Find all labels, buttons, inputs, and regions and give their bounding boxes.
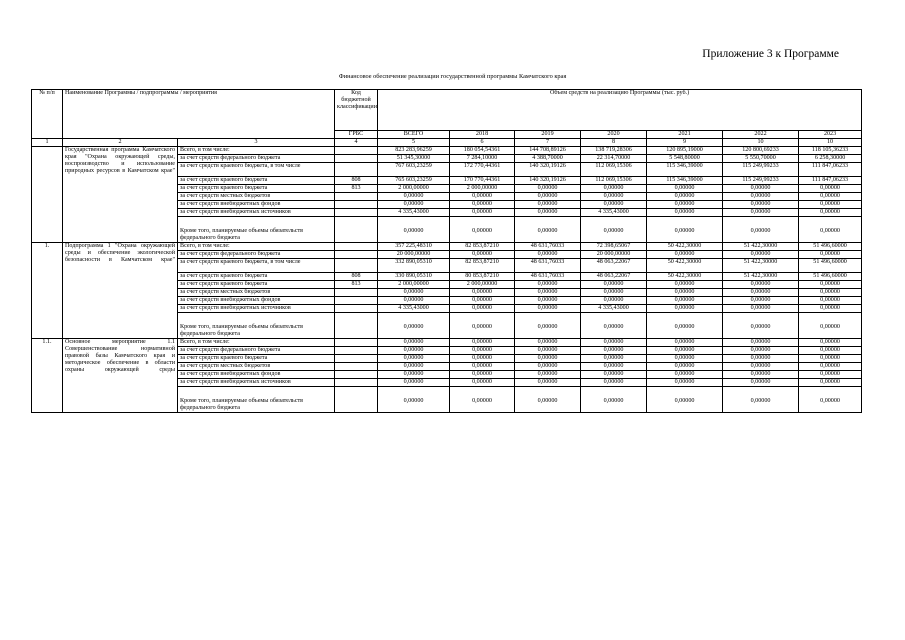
amount-cell: 0,00000 (378, 363, 450, 371)
amount-cell: 0,00000 (647, 347, 723, 355)
funding-source: за счет средств внебюджетных фондов (178, 201, 335, 209)
amount-cell: 0,00000 (450, 339, 515, 347)
amount-cell: 0,00000 (450, 305, 515, 313)
grbs-code (335, 209, 378, 217)
grbs-code (335, 217, 378, 243)
amount-cell: 5 548,80000 (647, 155, 723, 163)
amount-cell: 48 063,22067 (581, 259, 647, 273)
program-name: Государственная программа Камчатского края "Охрана окружающей среды, воспроизводство и использование природных ресурсов в Камчатском крае" (63, 147, 178, 243)
amount-cell: 4 335,43000 (581, 209, 647, 217)
grbs-code (335, 243, 378, 251)
header-volume: Объем средств на реализацию Программы (тыс. руб.) (378, 90, 862, 131)
header-year: 2022 (723, 131, 799, 139)
amount-cell: 0,00000 (515, 305, 581, 313)
amount-cell: 0,00000 (799, 305, 862, 313)
row-number (32, 147, 63, 243)
amount-cell: 0,00000 (515, 363, 581, 371)
amount-cell: 332 890,05310 (378, 259, 450, 273)
amount-cell: 0,00000 (647, 217, 723, 243)
amount-cell: 0,00000 (799, 339, 862, 347)
amount-cell: 0,00000 (723, 185, 799, 193)
header-year: ВСЕГО (378, 131, 450, 139)
amount-cell: 0,00000 (647, 193, 723, 201)
grbs-code (335, 155, 378, 163)
amount-cell: 0,00000 (515, 185, 581, 193)
amount-cell: 0,00000 (378, 379, 450, 387)
grbs-code (335, 201, 378, 209)
grbs-code (335, 289, 378, 297)
grbs-code (335, 313, 378, 339)
amount-cell: 0,00000 (723, 217, 799, 243)
funding-source: Всего, в том числе: (178, 243, 335, 251)
amount-cell: 0,00000 (450, 251, 515, 259)
amount-cell: 0,00000 (799, 313, 862, 339)
amount-cell: 0,00000 (515, 281, 581, 289)
amount-cell: 51 422,30000 (723, 259, 799, 273)
header-year: 2020 (581, 131, 647, 139)
funding-source: Кроме того, планируемые объемы обязательств федерального бюджета (178, 217, 335, 243)
amount-cell: 0,00000 (515, 251, 581, 259)
funding-source: за счет средств внебюджетных фондов (178, 371, 335, 379)
amount-cell: 0,00000 (378, 289, 450, 297)
grbs-code (335, 193, 378, 201)
amount-cell: 0,00000 (515, 371, 581, 379)
amount-cell: 0,00000 (450, 347, 515, 355)
amount-cell: 120 895,19000 (647, 147, 723, 155)
amount-cell: 0,00000 (378, 371, 450, 379)
table-row (32, 243, 862, 251)
index-row (32, 139, 862, 147)
funding-source: за счет средств внебюджетных фондов (178, 297, 335, 305)
index-cell: 7 (515, 139, 581, 147)
amount-cell: 138 719,28306 (581, 147, 647, 155)
amount-cell: 0,00000 (799, 209, 862, 217)
amount-cell: 51 496,60000 (799, 273, 862, 281)
amount-cell: 82 853,87210 (450, 243, 515, 251)
amount-cell: 5 550,70000 (723, 155, 799, 163)
amount-cell: 0,00000 (647, 355, 723, 363)
amount-cell: 0,00000 (647, 297, 723, 305)
amount-cell: 51 496,60000 (799, 259, 862, 273)
amount-cell: 0,00000 (723, 363, 799, 371)
amount-cell: 0,00000 (378, 339, 450, 347)
amount-cell: 115 249,99233 (723, 177, 799, 185)
amount-cell: 0,00000 (378, 387, 450, 413)
amount-cell: 0,00000 (723, 355, 799, 363)
amount-cell: 0,00000 (450, 193, 515, 201)
amount-cell: 0,00000 (723, 281, 799, 289)
amount-cell: 357 225,48310 (378, 243, 450, 251)
amount-cell: 0,00000 (647, 305, 723, 313)
amount-cell: 170 770,44361 (450, 177, 515, 185)
amount-cell: 0,00000 (723, 371, 799, 379)
header-num: № п/п (32, 90, 63, 139)
amount-cell: 0,00000 (515, 379, 581, 387)
amount-cell: 823 283,96259 (378, 147, 450, 155)
amount-cell: 0,00000 (378, 297, 450, 305)
amount-cell: 2 000,00000 (450, 281, 515, 289)
amount-cell: 0,00000 (581, 355, 647, 363)
header-name: Наименование Программы / подпрограммы / мероприятия (63, 90, 335, 139)
amount-cell: 80 853,87210 (450, 273, 515, 281)
amount-cell: 0,00000 (581, 363, 647, 371)
table-row (32, 147, 862, 155)
funding-source: за счет средств краевого бюджета (178, 177, 335, 185)
amount-cell: 0,00000 (515, 289, 581, 297)
amount-cell: 0,00000 (647, 379, 723, 387)
amount-cell: 51 345,30000 (378, 155, 450, 163)
amount-cell: 0,00000 (799, 193, 862, 201)
funding-source: за счет средств краевого бюджета, в том числе (178, 163, 335, 177)
amount-cell: 0,00000 (647, 251, 723, 259)
amount-cell: 0,00000 (723, 251, 799, 259)
header-code: Код бюджетной классификации (335, 90, 378, 131)
funding-source: за счет средств федерального бюджета (178, 155, 335, 163)
amount-cell: 0,00000 (450, 313, 515, 339)
financing-table (31, 89, 862, 413)
amount-cell: 48 631,76033 (515, 243, 581, 251)
program-name: Основное мероприятие 1.1 Совершенствование нормативной правовой базы Камчатского края и методическое обеспечение в области охраны окружающей среды (63, 339, 178, 413)
amount-cell: 0,00000 (647, 363, 723, 371)
amount-cell: 48 631,76033 (515, 259, 581, 273)
amount-cell: 111 847,06233 (799, 163, 862, 177)
amount-cell: 172 770,44361 (450, 163, 515, 177)
amount-cell: 0,00000 (799, 297, 862, 305)
header-year: 2019 (515, 131, 581, 139)
amount-cell: 82 853,87210 (450, 259, 515, 273)
amount-cell: 4 335,43000 (378, 209, 450, 217)
grbs-code (335, 297, 378, 305)
amount-cell: 0,00000 (515, 217, 581, 243)
amount-cell: 0,00000 (581, 339, 647, 347)
amount-cell: 0,00000 (581, 387, 647, 413)
grbs-code (335, 305, 378, 313)
amount-cell: 0,00000 (647, 289, 723, 297)
amount-cell: 4 388,70000 (515, 155, 581, 163)
amount-cell: 0,00000 (723, 387, 799, 413)
funding-source: Кроме того, планируемые объемы обязательств федерального бюджета (178, 387, 335, 413)
amount-cell: 0,00000 (799, 363, 862, 371)
amount-cell: 7 284,10000 (450, 155, 515, 163)
amount-cell: 0,00000 (581, 379, 647, 387)
amount-cell: 0,00000 (378, 217, 450, 243)
amount-cell: 0,00000 (799, 281, 862, 289)
grbs-code: 808 (335, 177, 378, 185)
amount-cell: 4 335,43000 (378, 305, 450, 313)
amount-cell: 4 335,43000 (581, 305, 647, 313)
amount-cell: 330 890,05310 (378, 273, 450, 281)
funding-source: за счет средств местных бюджетов (178, 363, 335, 371)
index-cell: 5 (378, 139, 450, 147)
funding-source: за счет средств внебюджетных источников (178, 305, 335, 313)
funding-source: за счет средств краевого бюджета, в том числе (178, 259, 335, 273)
amount-cell: 0,00000 (723, 379, 799, 387)
grbs-code (335, 355, 378, 363)
amount-cell: 20 000,00000 (378, 251, 450, 259)
amount-cell: 0,00000 (799, 217, 862, 243)
amount-cell: 0,00000 (647, 339, 723, 347)
grbs-code (335, 347, 378, 355)
amount-cell: 20 000,00000 (581, 251, 647, 259)
amount-cell: 144 708,89126 (515, 147, 581, 155)
header-year: 2021 (647, 131, 723, 139)
amount-cell: 50 422,30000 (647, 273, 723, 281)
amount-cell: 0,00000 (378, 347, 450, 355)
funding-source: за счет средств внебюджетных источников (178, 379, 335, 387)
funding-source: Всего, в том числе: (178, 147, 335, 155)
amount-cell: 22 314,70000 (581, 155, 647, 163)
amount-cell: 0,00000 (723, 313, 799, 339)
grbs-code (335, 379, 378, 387)
amount-cell: 115 346,39000 (647, 177, 723, 185)
funding-source: за счет средств внебюджетных источников (178, 209, 335, 217)
header-year: 2023 (799, 131, 862, 139)
amount-cell: 51 496,60000 (799, 243, 862, 251)
grbs-code (335, 259, 378, 273)
amount-cell: 0,00000 (723, 209, 799, 217)
amount-cell: 0,00000 (723, 193, 799, 201)
funding-source: за счет средств краевого бюджета (178, 281, 335, 289)
funding-source: за счет средств краевого бюджета (178, 185, 335, 193)
amount-cell: 0,00000 (647, 185, 723, 193)
grbs-code (335, 363, 378, 371)
amount-cell: 0,00000 (515, 193, 581, 201)
amount-cell: 0,00000 (723, 297, 799, 305)
amount-cell: 51 422,30000 (723, 243, 799, 251)
amount-cell: 0,00000 (450, 379, 515, 387)
funding-source: за счет средств местных бюджетов (178, 193, 335, 201)
amount-cell: 0,00000 (799, 347, 862, 355)
amount-cell: 0,00000 (723, 347, 799, 355)
index-cell: 4 (335, 139, 378, 147)
header-row-1 (32, 90, 862, 131)
amount-cell: 0,00000 (378, 201, 450, 209)
header-year: 2018 (450, 131, 515, 139)
amount-cell: 0,00000 (450, 217, 515, 243)
amount-cell: 0,00000 (799, 201, 862, 209)
index-cell: 1 (32, 139, 63, 147)
grbs-code: 808 (335, 273, 378, 281)
amount-cell: 0,00000 (723, 305, 799, 313)
header-grbs: ГРБС (335, 131, 378, 139)
amount-cell: 0,00000 (581, 289, 647, 297)
amount-cell: 0,00000 (581, 297, 647, 305)
amount-cell: 0,00000 (647, 371, 723, 379)
amount-cell: 0,00000 (799, 379, 862, 387)
amount-cell: 0,00000 (581, 281, 647, 289)
amount-cell: 0,00000 (581, 347, 647, 355)
amount-cell: 2 000,00000 (378, 281, 450, 289)
amount-cell: 0,00000 (450, 371, 515, 379)
amount-cell: 0,00000 (450, 201, 515, 209)
amount-cell: 115 249,99233 (723, 163, 799, 177)
index-cell: 6 (450, 139, 515, 147)
amount-cell: 0,00000 (647, 313, 723, 339)
amount-cell: 0,00000 (581, 371, 647, 379)
amount-cell: 0,00000 (799, 185, 862, 193)
funding-source: за счет средств федерального бюджета (178, 347, 335, 355)
amount-cell: 112 069,15306 (581, 163, 647, 177)
amount-cell: 0,00000 (723, 201, 799, 209)
amount-cell: 50 422,30000 (647, 243, 723, 251)
amount-cell: 0,00000 (581, 217, 647, 243)
table-row (32, 339, 862, 347)
amount-cell: 0,00000 (581, 185, 647, 193)
index-cell: 10 (723, 139, 799, 147)
amount-cell: 0,00000 (647, 201, 723, 209)
amount-cell: 2 000,00000 (450, 185, 515, 193)
amount-cell: 48 631,76033 (515, 273, 581, 281)
amount-cell: 2 000,00000 (378, 185, 450, 193)
amount-cell: 51 422,30000 (723, 273, 799, 281)
amount-cell: 0,00000 (450, 355, 515, 363)
grbs-code (335, 387, 378, 413)
amount-cell: 120 800,69233 (723, 147, 799, 155)
amount-cell: 140 320,19126 (515, 163, 581, 177)
amount-cell: 0,00000 (515, 201, 581, 209)
amount-cell: 0,00000 (515, 387, 581, 413)
index-cell: 10 (799, 139, 862, 147)
program-name: Подпрограмма 1 "Охрана окружающей среды и обеспечение экологической безопасности в Камчатском крае" (63, 243, 178, 339)
grbs-code (335, 251, 378, 259)
amount-cell: 0,00000 (450, 297, 515, 305)
amount-cell: 6 258,30000 (799, 155, 862, 163)
amount-cell: 0,00000 (515, 355, 581, 363)
funding-source: за счет средств краевого бюджета (178, 273, 335, 281)
amount-cell: 112 069,15306 (581, 177, 647, 185)
amount-cell: 0,00000 (581, 201, 647, 209)
index-cell: 9 (647, 139, 723, 147)
appendix-label: Приложение 3 к Программе (702, 48, 839, 60)
grbs-code: 813 (335, 185, 378, 193)
amount-cell: 0,00000 (515, 347, 581, 355)
grbs-code (335, 163, 378, 177)
amount-cell: 0,00000 (378, 193, 450, 201)
amount-cell: 0,00000 (515, 209, 581, 217)
amount-cell: 50 422,30000 (647, 259, 723, 273)
amount-cell: 0,00000 (581, 193, 647, 201)
amount-cell: 0,00000 (450, 209, 515, 217)
grbs-code: 813 (335, 281, 378, 289)
amount-cell: 180 054,54361 (450, 147, 515, 155)
amount-cell: 111 847,06233 (799, 177, 862, 185)
amount-cell: 767 603,23259 (378, 163, 450, 177)
amount-cell: 0,00000 (799, 355, 862, 363)
amount-cell: 0,00000 (450, 363, 515, 371)
amount-cell: 0,00000 (515, 339, 581, 347)
funding-source: за счет средств федерального бюджета (178, 251, 335, 259)
amount-cell: 765 603,23259 (378, 177, 450, 185)
grbs-code (335, 339, 378, 347)
table-body (32, 147, 862, 413)
funding-source: за счет средств местных бюджетов (178, 289, 335, 297)
funding-source: за счет средств краевого бюджета (178, 355, 335, 363)
amount-cell: 0,00000 (515, 297, 581, 305)
index-cell: 8 (581, 139, 647, 147)
funding-source: Кроме того, планируемые объемы обязательств федерального бюджета (178, 313, 335, 339)
amount-cell: 0,00000 (799, 251, 862, 259)
amount-cell: 0,00000 (378, 313, 450, 339)
amount-cell: 0,00000 (647, 281, 723, 289)
funding-source: Всего, в том числе: (178, 339, 335, 347)
amount-cell: 115 346,39000 (647, 163, 723, 177)
amount-cell: 0,00000 (450, 387, 515, 413)
index-cell: 3 (178, 139, 335, 147)
row-number: 1.1. (32, 339, 63, 413)
amount-cell: 0,00000 (450, 289, 515, 297)
amount-cell: 0,00000 (378, 355, 450, 363)
grbs-code (335, 147, 378, 155)
amount-cell: 118 105,36233 (799, 147, 862, 155)
amount-cell: 0,00000 (799, 289, 862, 297)
row-number: 1. (32, 243, 63, 339)
amount-cell: 0,00000 (581, 313, 647, 339)
amount-cell: 72 398,65067 (581, 243, 647, 251)
amount-cell: 48 063,22067 (581, 273, 647, 281)
amount-cell: 0,00000 (723, 289, 799, 297)
amount-cell: 0,00000 (515, 313, 581, 339)
grbs-code (335, 371, 378, 379)
amount-cell: 0,00000 (799, 371, 862, 379)
amount-cell: 140 320,19126 (515, 177, 581, 185)
index-cell: 2 (63, 139, 178, 147)
amount-cell: 0,00000 (723, 339, 799, 347)
document-title: Финансовое обеспечение реализации государственной программы Камчатского края (338, 73, 567, 80)
amount-cell: 0,00000 (647, 387, 723, 413)
amount-cell: 0,00000 (799, 387, 862, 413)
amount-cell: 0,00000 (647, 209, 723, 217)
